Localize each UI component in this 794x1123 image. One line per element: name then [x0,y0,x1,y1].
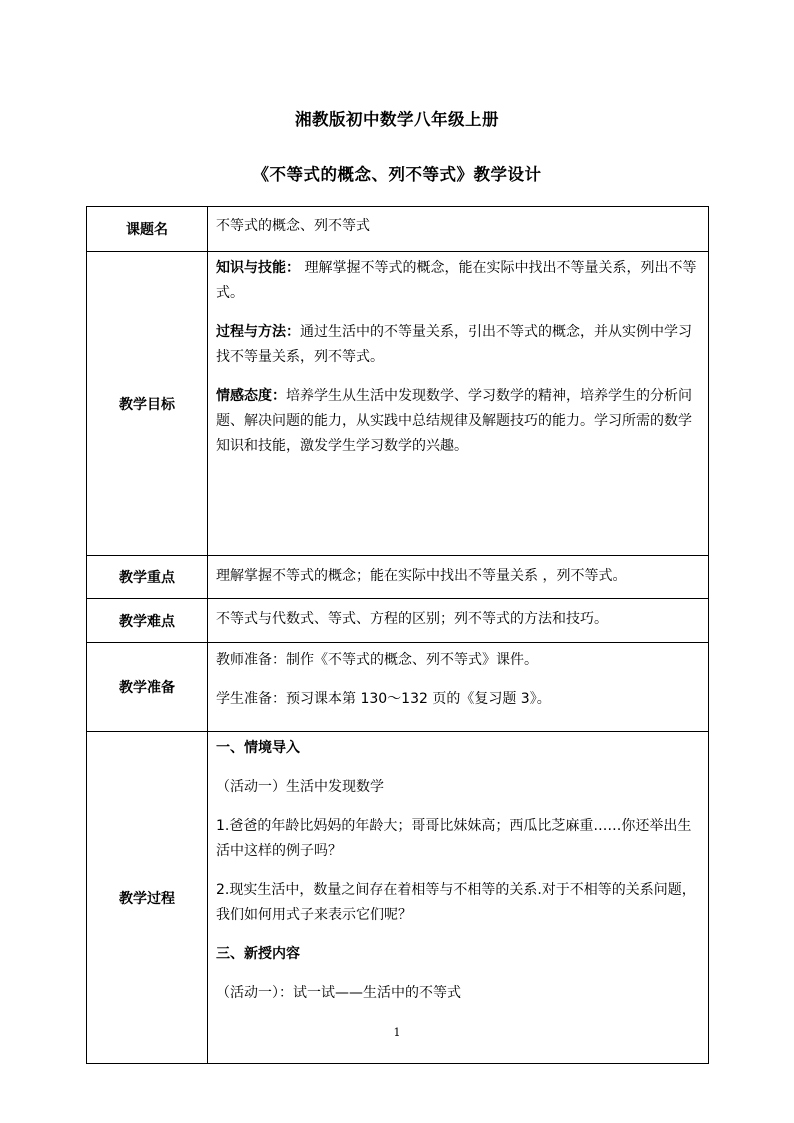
preparation-teacher: 教师准备：制作《不等式的概念、列不等式》课件。 [216,652,538,668]
value-key-points: 理解掌握不等式的概念；能在实际中找出不等量关系 ，列不等式。 [208,556,709,599]
process-activity2: （活动一）：试一试——生活中的不等式 [216,985,461,1001]
objective-process-text: 通过生活中的不等量关系，引出不等式的概念，并从实例中学习找不等量关系，列不等式。 [216,324,692,365]
objective-process-head: 过程与方法： [216,324,300,340]
process-section3-title: 三、新授内容 [216,946,300,962]
table-row-preparation [87,643,709,732]
objective-knowledge-text: 理解掌握不等式的概念，能在实际中找出不等量关系，列出不等式。 [216,260,697,301]
lesson-plan-table [86,206,709,1064]
preparation-student: 学生准备：预习课本第 130～132 页的《复习题 3》。 [216,691,551,707]
value-preparation [208,643,709,732]
label-preparation: 教学准备 [87,643,208,732]
objective-knowledge-head: 知识与技能： [216,260,300,276]
objective-emotion-head: 情感态度： [216,388,286,404]
table-row-objectives [87,252,709,556]
document-title-line1: 湘教版初中数学八年级上册 [295,110,499,129]
process-item1: 1.爸爸的年龄比妈妈的年龄大；哥哥比妹妹高；西瓜比芝麻重……你还举出生活中这样的例子吗？ [216,818,692,859]
page-number: 1 [393,1026,401,1039]
label-objectives: 教学目标 [87,252,208,556]
table-row-key-points [87,556,709,599]
label-topic: 课题名 [87,207,208,252]
value-difficulties: 不等式与代数式、等式、方程的区别；列不等式的方法和技巧。 [208,599,709,643]
value-process [208,732,709,1064]
process-activity1: （活动一）生活中发现数学 [216,779,384,795]
table-row-topic [87,207,709,252]
document-title-line2: 《不等式的概念、列不等式》教学设计 [252,165,542,184]
table-row-difficulties [87,599,709,643]
objective-emotion [216,384,701,459]
process-item2: 2.现实生活中，数量之间存在着相等与不相等的关系.对于不相等的关系问题，我们如何用式子来表示它们呢？ [216,882,696,923]
objective-process [216,320,701,370]
table-row-process [87,732,709,1064]
objective-knowledge [216,256,701,306]
label-difficulties: 教学难点 [87,599,208,643]
label-key-points: 教学重点 [87,556,208,599]
label-process: 教学过程 [87,732,208,1064]
value-objectives [208,252,709,556]
value-topic: 不等式的概念、列不等式 [208,207,709,252]
process-section1-title: 一、情境导入 [216,740,300,756]
objective-emotion-text: 培养学生从生活中发现数学、学习数学的精神，培养学生的分析问题、解决问题的能力，从实践中总结规律及解题技巧的能力。学习所需的数学知识和技能，激发学生学习数学的兴趣。 [216,388,692,454]
